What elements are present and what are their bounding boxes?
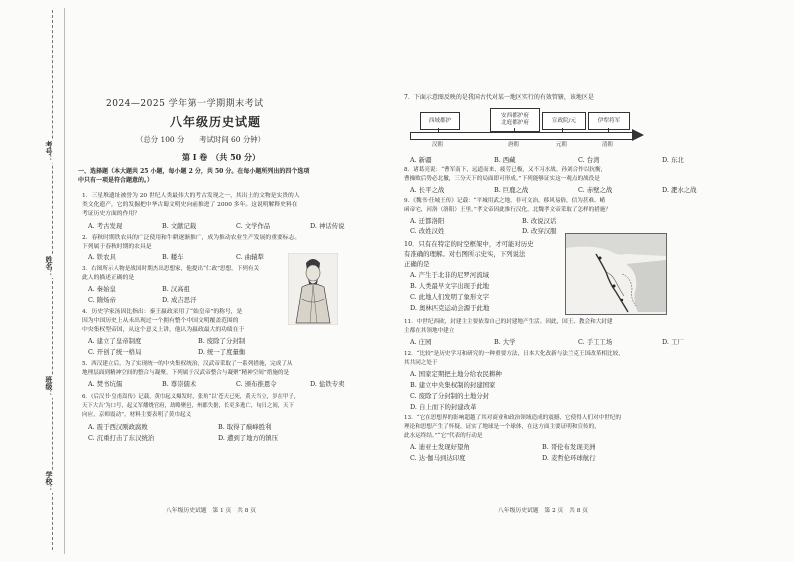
q6-option-a: A. 震于西汉刚政腐败: [88, 423, 148, 431]
q10-stem-1: 10．只有在特定的时空框架中，才可能对历史: [404, 240, 534, 248]
timeline-box-yuan: 宣政院/元: [542, 112, 586, 130]
q6-stem-1: 6．《后汉书·皇甫嵩传》记载，黄巾起义爆发时，张角“以‘苍天已死，黄天当立，岁在甲子，: [82, 394, 300, 400]
q13-option-b: B. 哥伦布发现美洲: [542, 443, 596, 451]
footer-right: 八年级历史试题 第 2 页 共 8 页: [498, 508, 589, 514]
timeline-tick: [514, 128, 515, 132]
q7-option-a: A. 新疆: [410, 156, 432, 164]
q5-option-a: A. 焚书坑儒: [88, 380, 123, 388]
q6-option-d: D. 遭到了地方的镇压: [218, 434, 279, 442]
timeline-box-tang: 安西都护府 北庭都护府: [490, 108, 540, 132]
exam-title: 2024—2025 学年第一学期期末考试: [106, 99, 264, 109]
q2-stem-2: 下列属于春秋时期的农具是: [82, 244, 152, 250]
timeline-tick: [438, 128, 439, 132]
q7-stem: 7．下面示意图反映的是我国古代对某一地区实行的有效管辖，该地区是: [404, 94, 594, 101]
q9-option-a: A. 迁都洛阳: [410, 217, 445, 225]
q1-stem-2: 类文化遗产，它的发掘把中华古蜀文明史向前推进了 2000 多年。这说明解释史料在: [82, 202, 298, 208]
q1-stem-1: 1．三星堆遗址被誉为 20 世纪人类最伟大的考古发现之一，其出土的文物是实贵的人: [82, 193, 300, 199]
q5-option-c: C. 颁布推恩令: [236, 380, 277, 388]
page-left: [78, 0, 394, 562]
q9-stem-1: 9．《魏书·任城王传》记载：“平城用武之地，非可文治，移风易俗，信为甚难。崤: [404, 198, 606, 204]
q3-stem-2: 此人的描述正确的是: [82, 275, 135, 281]
thinker-portrait: [288, 253, 338, 325]
q8-stem-2: 曹操败后势必北撤，三分天下的局面即可形成。”下列能够证实这一观点的战役是: [404, 176, 600, 182]
nile-map: [565, 233, 667, 315]
exam-meta: （总分 100 分 考试时间 60 分钟）: [136, 135, 265, 144]
exam-subject: 八年级历史试题: [170, 115, 262, 129]
margin-label-class: 班级：: [45, 376, 54, 397]
q10-option-c: C. 此地人们发明了象形文字: [410, 293, 490, 301]
q13-option-d: D. 麦哲伦环球航行: [542, 454, 596, 462]
q11-option-d: D. 工厂: [662, 338, 684, 346]
q3-option-a: A. 秦始皇: [88, 285, 116, 293]
q2-stem-1: 2．春秋时期铁农具的广泛使用和牛耕逐渐推广，成为推动农业生产发展的重要标志。: [82, 235, 301, 241]
q2-option-c: C. 曲辕犁: [236, 253, 264, 261]
q12-option-a: A. 国家定期把土地分给农民耕种: [410, 370, 502, 378]
q3-option-c: C. 隋炀帝: [88, 296, 116, 304]
q8-option-b: B. 巨鹿之战: [494, 186, 529, 194]
q12-stem-1: 12．“比较”是历史学习和研究的一种重要方法，日本大化改新与法兰克王国改革相比较，: [404, 351, 624, 357]
page-right: [402, 0, 782, 562]
timeline-box-qing: 伊犁将军: [588, 112, 630, 130]
q12-option-b: B. 建立中央集权制的封建国家: [410, 381, 496, 389]
timeline-box-xiyu: 西域都护: [420, 112, 460, 130]
q2-option-b: B. 耧车: [162, 253, 184, 261]
q6-option-b: B. 取得了巅峰胜利: [218, 423, 272, 431]
q10-option-b: B. 人类最早文字出现于此地: [410, 282, 490, 290]
footer-left: 八年级历史试题 第 1 页 共 8 页: [166, 508, 257, 514]
q8-stem-1: 8．诸葛亮说：“曹军南下，远道而来，疲劳已极，又不习水战。孙刘合作以抗衡，: [404, 167, 607, 173]
timeline-label-tang: 唐朝: [508, 142, 519, 148]
q1-stem-3: 考证历史方面的作用？: [82, 211, 140, 217]
part1-title: 第 I 卷 （共 50 分）: [182, 152, 261, 162]
q5-stem-2: 地理层面到精神空间的整合与凝聚。下列属于汉武帝整合与凝聚“精神空间”措施的是: [82, 370, 290, 376]
q13-option-c: C. 达·伽马到达印度: [410, 454, 466, 462]
q11-stem-2: 主都在其领地中建立: [404, 328, 455, 334]
q10-option-d: D. 奥林匹克运动会源于此地: [410, 304, 490, 312]
q9-option-c: C. 改姓汉姓: [410, 227, 445, 235]
q12-option-c: C. 废除了分封制的土地分封: [410, 392, 490, 400]
section1-heading-1: 一、选择题（本大题共 25 小题，每小题 2 分，共 50 分。在每小题所列出的四个选项: [78, 168, 310, 175]
q7-option-b: B. 西藏: [494, 156, 516, 164]
q11-option-b: B. 大学: [494, 338, 516, 346]
q12-option-d: D. 自上而下的封建改革: [410, 403, 477, 411]
binding-dashline: [52, 10, 53, 550]
timeline-bar: [410, 132, 634, 140]
q7-option-c: C. 台湾: [578, 156, 600, 164]
q4-option-c: C. 开创了统一格局: [88, 348, 142, 356]
margin-label-exam-number: 考号：: [45, 141, 54, 162]
q1-option-c: C. 文学作品: [236, 222, 271, 230]
q4-stem-3: 中央集权型帝国，从这个意义上讲，他认为嬴政最大的功绩在于: [82, 327, 245, 333]
q11-option-c: C. 手工工场: [578, 338, 613, 346]
q4-stem-1: 4．历史学家汤因比指出：秦王嬴政采用了“始皇帝”的称号，是: [82, 309, 243, 315]
q13-stem-1: 13．“它在思想界的影响超越了其对商业和政治领域造成的震撼，它使得人们对中世纪的: [404, 415, 621, 421]
timeline-arrow: [632, 129, 644, 141]
q5-option-b: B. 尊崇儒术: [162, 380, 197, 388]
q3-option-d: D. 成吉思汗: [162, 296, 197, 304]
q1-option-a: A. 考古发现: [88, 222, 123, 230]
q9-option-b: B. 改说汉话: [522, 217, 557, 225]
q6-stem-2: 天下大吉’为口号，起义军燔烧官府，劫略聚邑，州郡失据，长吏多逃亡，旬日之间，天下: [82, 403, 294, 409]
q12-stem-2: 其共同之处于: [404, 360, 438, 366]
q5-stem-1: 5．西汉建立后，为了实现统一的中央集权统治，汉武帝采取了一系列措施，完成了从: [82, 361, 293, 367]
binding-margin: [0, 0, 68, 562]
q11-option-a: A. 庄园: [410, 338, 432, 346]
q3-stem-1: 3．右图所示人物是战国时期杰出思想家，他提出“仁政”思想，下列有关: [82, 266, 260, 272]
margin-label-school: 学校：: [45, 471, 54, 492]
q1-option-d: D. 神话传说: [310, 222, 345, 230]
q7-option-d: D. 东北: [662, 156, 684, 164]
timeline-label-yuan: 元朝: [556, 142, 567, 148]
q13-stem-2: 理论和思想产生了怀疑，证实了地球是一个球体，在这方面主要证明和宣传的，: [404, 424, 600, 430]
q11-stem-1: 11．中世纪西欧，封建主主要依靠自己的封建地产生活。因此，国王、教会和大封建: [404, 319, 613, 325]
q4-option-d: D. 统一了度量衡: [198, 348, 246, 356]
q9-stem-2: 函帝宅，河洛（洛阳）王里。”孝文帝因此推行汉化，北魏孝文帝采取了怎样的措施？: [404, 207, 612, 213]
q8-option-a: A. 长平之战: [410, 186, 445, 194]
q7-timeline: [410, 106, 656, 150]
timeline-tick: [562, 128, 563, 132]
margin-label-name: 姓名：: [45, 256, 54, 277]
q6-stem-3: 向应，京师震动”。材料主要表明了黄巾起义: [82, 412, 192, 418]
q4-stem-2: 因为中国历史上从未出现过一个拥有整个中国文明覆盖范围的: [82, 318, 239, 324]
section1-heading-2: 中只有一项是符合题意的。）: [78, 177, 154, 184]
q4-option-b: B. 废除了分封制: [198, 337, 246, 345]
q8-option-d: D. 淝水之战: [662, 186, 697, 194]
q10-option-a: A. 产生于北非的尼罗河流域: [410, 271, 489, 279]
q3-option-b: B. 汉高祖: [162, 285, 190, 293]
q5-option-d: D. 盐铁专卖: [310, 380, 345, 388]
q10-stem-3: 正确的是: [404, 260, 430, 268]
q6-option-c: C. 沉重打击了东汉统治: [88, 434, 155, 442]
q2-option-a: A. 铁农具: [88, 253, 116, 261]
q4-option-a: A. 建立了皇帝制度: [88, 337, 142, 345]
timeline-label-qing: 清朝: [602, 142, 613, 148]
q10-stem-2: 有准确的理解。对右图所示史实，下列说法: [404, 250, 526, 258]
q8-option-c: C. 赤壁之战: [578, 186, 613, 194]
q1-option-b: B. 文献记载: [162, 222, 197, 230]
q13-stem-3: 此水运终结。”“它”代表的行动是: [404, 433, 483, 439]
q9-option-d: D. 改穿汉服: [522, 227, 557, 235]
timeline-label-han: 汉朝: [432, 142, 443, 148]
q13-option-a: A. 迪亚士发现好望角: [410, 443, 470, 451]
binding-rule: [64, 8, 65, 554]
timeline-tick: [608, 128, 609, 132]
